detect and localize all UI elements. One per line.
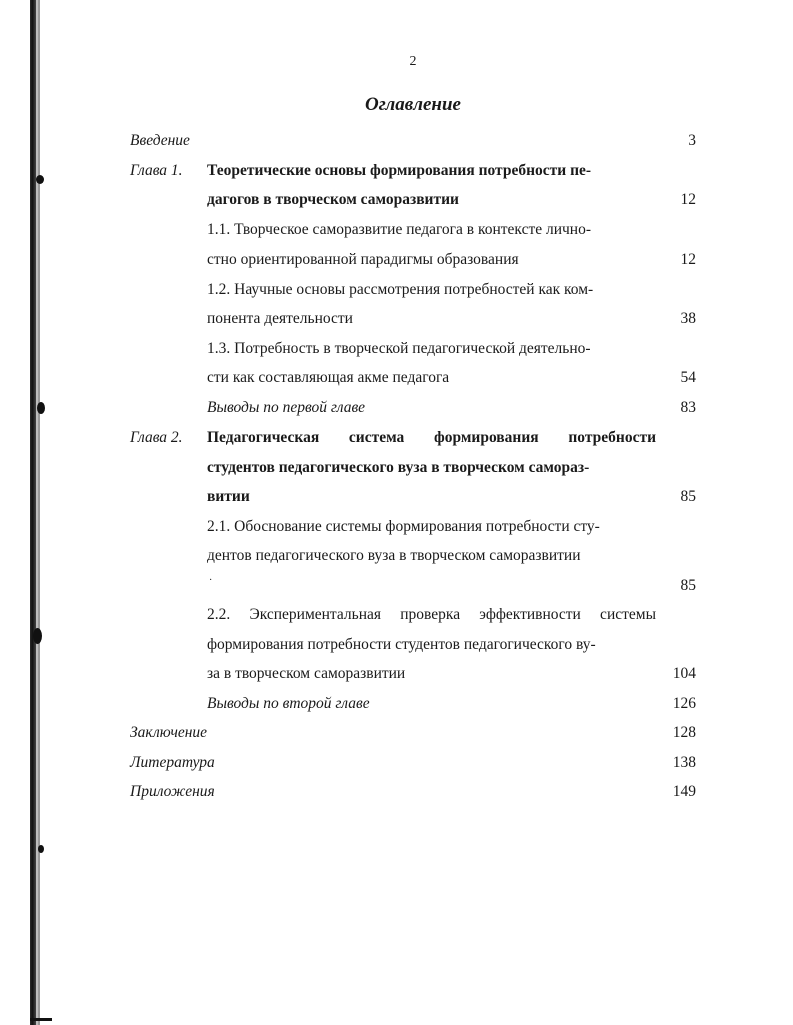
scan-speck xyxy=(38,845,44,853)
toc-page-appendices: 149 xyxy=(672,783,696,800)
scan-speck xyxy=(33,628,42,644)
toc-page-conclusion: 128 xyxy=(672,724,696,741)
toc-section-2-2: 2.2. Экспериментальная проверка эффективности системы xyxy=(207,606,656,623)
toc-page-section-1-2: 38 xyxy=(680,310,696,327)
toc-chapter-2-label: Глава 2. xyxy=(130,429,183,446)
toc-page-section-1-3: 54 xyxy=(680,369,696,386)
toc-page-section-2-2: 104 xyxy=(672,665,696,682)
toc-section-2-2: за в творческом саморазвитии xyxy=(207,665,406,682)
toc-section-1-1: стно ориентированной парадигмы образования xyxy=(207,251,519,268)
toc-page-section-2-1: 85 xyxy=(680,577,696,594)
toc-chapter-2-title: студентов педагогического вуза в творческом самораз- xyxy=(207,459,590,476)
toc-conclusions-chapter-2: Выводы по второй главе xyxy=(207,695,370,712)
toc-page-conclusions-1: 83 xyxy=(680,399,696,416)
scan-edge-foot xyxy=(30,1018,52,1021)
toc-page-conclusions-2: 126 xyxy=(672,695,696,712)
toc-section-1-3: сти как составляющая акме педагога xyxy=(207,369,450,386)
scan-dot: · xyxy=(209,575,213,586)
scan-speck xyxy=(36,175,44,184)
toc-title: Оглавление xyxy=(365,94,461,115)
toc-entry-appendices: Приложения xyxy=(130,783,215,800)
scan-speck xyxy=(37,402,45,414)
toc-page-chapter-1: 12 xyxy=(680,191,696,208)
toc-page-chapter-2: 85 xyxy=(680,488,696,505)
toc-chapter-1-label: Глава 1. xyxy=(130,162,183,179)
toc-conclusions-chapter-1: Выводы по первой главе xyxy=(207,399,366,416)
toc-entry-conclusion: Заключение xyxy=(130,724,208,741)
toc-section-2-2: формирования потребности студентов педагогического ву- xyxy=(207,636,596,653)
toc-section-1-2: понента деятельности xyxy=(207,310,353,327)
toc-chapter-2-title: Педагогическая система формирования потребности xyxy=(207,429,656,446)
toc-chapter-1-title: Теоретические основы формирования потребности пе- xyxy=(207,162,592,179)
toc-entry-literature: Литература xyxy=(130,754,215,771)
toc-page-literature: 138 xyxy=(672,754,696,771)
page-number: 2 xyxy=(409,54,417,69)
toc-page-intro: 3 xyxy=(688,132,696,149)
toc-section-1-3: 1.3. Потребность в творческой педагогической деятельно- xyxy=(207,340,591,357)
toc-section-2-1: дентов педагогического вуза в творческом саморазвитии xyxy=(207,547,581,564)
toc-section-1-2: 1.2. Научные основы рассмотрения потребностей как ком- xyxy=(207,281,594,298)
toc-section-1-1: 1.1. Творческое саморазвитие педагога в контексте лично- xyxy=(207,221,592,238)
toc-entry-intro: Введение xyxy=(130,132,190,149)
toc-section-2-1: 2.1. Обоснование системы формирования потребности сту- xyxy=(207,518,600,535)
scan-edge-shadow xyxy=(38,0,40,1025)
toc-page-section-1-1: 12 xyxy=(680,251,696,268)
toc-chapter-2-title: витии xyxy=(207,488,250,505)
toc-chapter-1-title: дагогов в творческом саморазвитии xyxy=(207,191,459,208)
